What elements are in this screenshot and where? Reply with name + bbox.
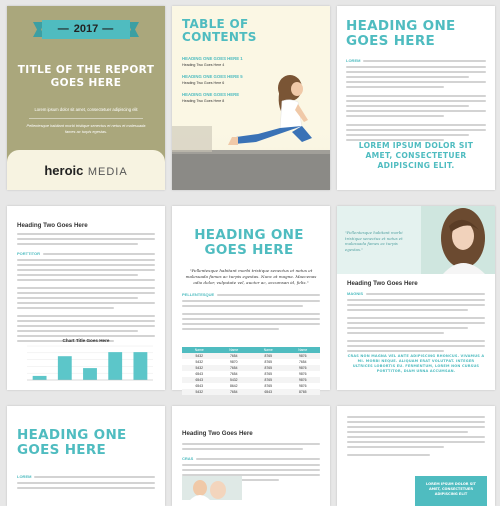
table-cell: 9876 [298,372,307,376]
table-cell: 8642 [229,384,238,388]
page-heading: HEADING ONE GOES HERE [17,427,127,458]
table-header-cell: Name [229,348,239,352]
toc-title: TABLE OF CONTENTS [182,17,257,44]
data-table [182,347,320,395]
section-heading: Heading Two Goes Here [182,430,253,437]
table-cell: 9876 [298,384,307,388]
photo-page[interactable] [337,206,495,390]
italic-quote: "Pellentesque habitant morbi tristique senectus et netus et malesuada fames ac turpis egestas." [345,230,403,252]
toc-entry-heading: HEADING ONE GOES HERE 1 [182,56,243,61]
brand-logo [7,162,165,180]
year-ribbon [33,20,139,39]
body-text-block [346,58,486,144]
woman-portrait-photo [421,206,495,274]
cover-italic-text: Pellentesque habitant morbi tristique senectus et netus et malesuada fames ac turpis egestas. [26,123,146,134]
heading-one-page[interactable] [337,6,495,190]
section-heading: Heading Two Goes Here [17,222,88,229]
body-text-block [347,416,485,459]
table-cell: 6543 [264,390,273,394]
chart-title: Chart Title Goes Here [62,338,110,343]
toc-entry-sub: Heading Two Goes Here 4 [182,63,225,67]
table-cell: 7654 [298,360,307,364]
body-text-block [182,292,320,333]
table-cell: 5432 [195,390,204,394]
lead-word: LOREM [17,474,32,479]
toc-entry-heading: HEADING ONE GOES HERE 5 [182,74,243,79]
table-header-cell: Name [194,348,204,352]
chart-bar [33,376,47,380]
table-cell: 9876 [298,366,307,370]
lead-word: CRAS [182,456,194,461]
table-cell: 9870 [229,360,238,364]
table-cell: 8765 [264,372,273,376]
chart-bar [58,356,72,380]
italic-quote: "Pellentesque habitant morbi tristique senectus et netus et malesuada fames ac turpis egestas. Nunc at magna. Maecenas odio dolor, vulputate vel, auctor ac, accumsan id, felis." [185,268,317,285]
year-text: 2017 [73,23,99,35]
table-cell: 5432 [195,366,204,370]
year-label: — 2017 — [57,23,115,35]
section-heading: Heading Two Goes Here [347,280,418,287]
body-text-block [17,474,155,492]
toc-page[interactable] [172,6,330,190]
table-page[interactable] [172,206,330,394]
table-row [182,389,320,395]
table-header-cell: Name [298,348,308,352]
table-cell: 7654 [229,366,238,370]
lead-word: PORTTITOR [17,251,41,256]
family-photo [182,476,242,500]
bar-chart [17,344,155,386]
table-cell: 8765 [264,378,273,382]
chart-bar [133,352,147,380]
table-cell: 8765 [264,384,273,388]
lead-word: PELLENTESQUE [182,292,215,297]
toc-entry[interactable] [182,56,272,67]
brand-light: MEDIA [87,166,128,178]
toc-list [182,56,272,103]
table-cell: 6543 [195,372,204,376]
pull-quote: LOREM IPSUM DOLOR SIT AMET, CONSECTETUER ADIPISCING ELIT. [358,141,474,170]
toc-entry[interactable] [182,92,272,103]
table-cell: 9876 [298,354,307,358]
table-cell: 8765 [264,366,273,370]
callout-box [415,476,487,506]
table-cell: 8765 [264,360,273,364]
page-heading: HEADING ONE GOES HERE [194,227,304,258]
page-heading: HEADING ONE GOES HERE [346,18,456,49]
table-cell: 9876 [298,378,307,382]
chart-bar [83,368,97,380]
photo-band [337,206,495,274]
cover-title: TITLE OF THE REPORT GOES HERE [17,64,155,89]
table-cell: 5432 [195,354,204,358]
table-cell: 7654 [229,354,238,358]
table-cell: 7654 [229,390,238,394]
toc-entry-heading: HEADING ONE GOES HERE [182,92,240,97]
heading-one-page-2[interactable] [7,406,165,506]
toc-entry[interactable] [182,74,272,85]
callout-page[interactable] [337,406,495,506]
table-cell: 8765 [298,390,307,394]
body-text-block [17,233,155,345]
toc-entry-sub: Heading Two Goes Here 6 [182,81,225,85]
cover-subtitle: Lorem ipsum dolor sit amet, consectetuer adipiscing elit [34,107,138,112]
lead-word: MAGNIS [347,291,363,296]
table-cell: 6543 [195,384,204,388]
cover-divider [29,118,143,119]
callout-text: CRAS NON MAGNA VEL ANTE ADIPISCING RHONCUS. VIVAMUS A MI. MORBI NEQUE. ALIQUAM ERAT VOLUTPAT. INTEGER ULTRICES LOBORTIS EU. FERMENTUM, LOREM NON CURSUS PORTTITOR, DIAM URNA ACCUMSAN. [347,354,485,374]
table-cell: 6543 [195,378,204,382]
brand-bold: heroic [44,163,84,178]
chart-page[interactable] [7,206,165,390]
table-cell: 5432 [229,378,238,382]
toc-entry-sub: Heading Two Goes Here 8 [182,99,225,103]
table-cell: 8765 [264,354,273,358]
chart-bar [108,352,122,380]
callout-box-text: LOREM IPSUM DOLOR SIT AMET, CONSECTETUER ADIPISCING ELIT [426,482,476,496]
heading-two-page[interactable] [172,406,330,506]
lead-word: LOREM [346,58,361,63]
table-cell: 5432 [195,360,204,364]
cover-footer [7,150,165,190]
table-header-cell: Name [263,348,273,352]
table-cell: 7654 [229,372,238,376]
cover-page[interactable] [7,6,165,190]
body-text-block [347,291,485,355]
